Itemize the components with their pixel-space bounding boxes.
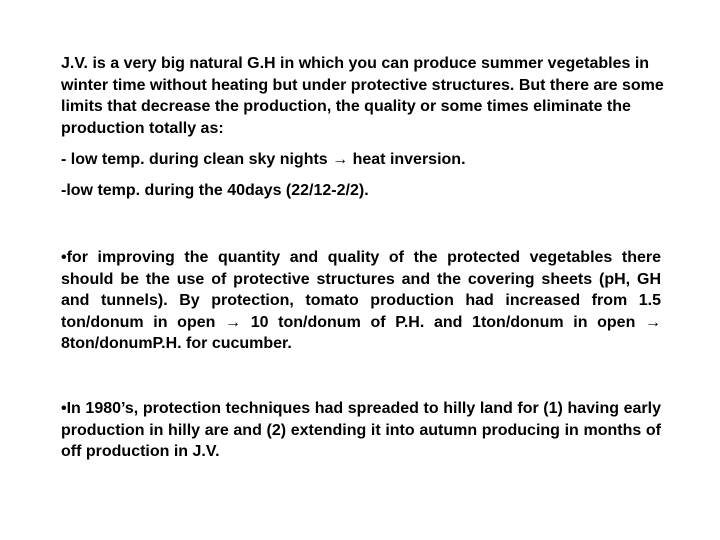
limit-item-1: - low temp. during clean sky nights → heat inversion. <box>61 151 466 168</box>
limit-item-2: -low temp. during the 40days (22/12-2/2). <box>61 182 369 199</box>
protection-paragraph: •for improving the quantity and quality of the protected vegetables there should be the use of protective structures and the covering sheets (pH, GH and tunnels). By protection, tomato production had increased from 1.5 ton/donum in open → 10 ton/donum of P.H. and 1ton/donum in open → 8ton/donumP.H. for cucumber. <box>61 249 661 352</box>
hilly-land-paragraph: •In 1980’s, protection techniques had spreaded to hilly land for (1) having early production in hilly are and (2) extending it into autumn producing in months of off production in J.V. <box>61 400 661 460</box>
intro-paragraph: J.V. is a very big natural G.H in which you can produce summer vegetables in winter time without heating but under protective structures. But there are some limits that decrease the production, the quality or some times eliminate the production totally as: <box>61 55 664 137</box>
